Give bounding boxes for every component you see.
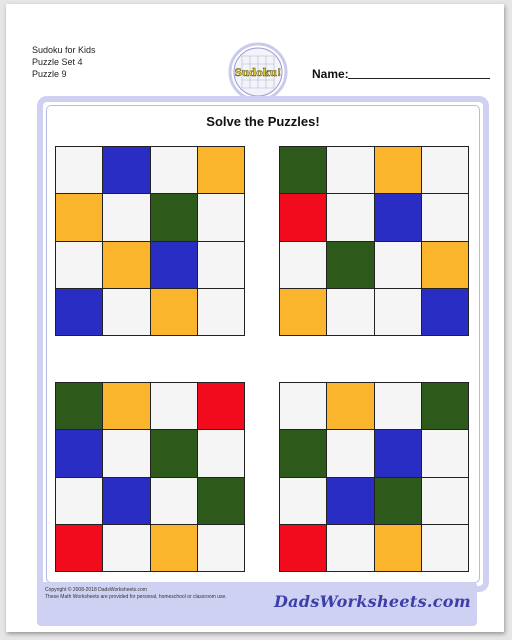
frame-title: Solve the Puzzles! <box>206 114 320 129</box>
grid-cell[interactable] <box>280 289 326 335</box>
grid-cell[interactable] <box>56 147 102 193</box>
grid-cell[interactable] <box>327 289 373 335</box>
grid-cell[interactable] <box>103 430 149 476</box>
worksheet-title: Sudoku for Kids <box>32 45 96 55</box>
worksheet-info <box>32 44 96 80</box>
grid-cell[interactable] <box>375 430 421 476</box>
grid-cell[interactable] <box>280 147 326 193</box>
grid-cell[interactable] <box>280 430 326 476</box>
worksheet-page <box>6 4 504 632</box>
grid-cell[interactable] <box>422 147 468 193</box>
grid-cell[interactable] <box>56 525 102 571</box>
sudoku-logo-icon <box>228 42 288 102</box>
grid-cell[interactable] <box>375 194 421 240</box>
grid-cell[interactable] <box>198 289 244 335</box>
grid-cell[interactable] <box>103 194 149 240</box>
grid-cell[interactable] <box>422 383 468 429</box>
grid-cell[interactable] <box>327 242 373 288</box>
grid-cell[interactable] <box>151 525 197 571</box>
grid-cell[interactable] <box>103 289 149 335</box>
puzzle-grid-3 <box>55 382 245 572</box>
grid-cell[interactable] <box>151 194 197 240</box>
grid-cell[interactable] <box>198 525 244 571</box>
grid-cell[interactable] <box>327 525 373 571</box>
grid-cell[interactable] <box>151 242 197 288</box>
grid-cell[interactable] <box>327 383 373 429</box>
puzzle-set-label: Puzzle Set 4 <box>32 57 83 67</box>
puzzle-number-label: Puzzle 9 <box>32 69 67 79</box>
grid-cell[interactable] <box>151 147 197 193</box>
grid-cell[interactable] <box>103 147 149 193</box>
grid-cell[interactable] <box>56 242 102 288</box>
grid-cell[interactable] <box>151 289 197 335</box>
grid-cell[interactable] <box>198 194 244 240</box>
logo-text: Sudoku! <box>234 68 282 79</box>
grid-cell[interactable] <box>422 430 468 476</box>
puzzle-grid-4 <box>279 382 469 572</box>
grid-cell[interactable] <box>422 289 468 335</box>
grid-cell[interactable] <box>280 478 326 524</box>
grid-cell[interactable] <box>375 383 421 429</box>
grid-cell[interactable] <box>280 525 326 571</box>
grid-cell[interactable] <box>151 478 197 524</box>
footer-copyright <box>45 587 227 601</box>
grid-cell[interactable] <box>327 194 373 240</box>
grid-cell[interactable] <box>56 194 102 240</box>
grid-cell[interactable] <box>280 383 326 429</box>
grid-cell[interactable] <box>375 147 421 193</box>
grid-cell[interactable] <box>56 478 102 524</box>
grid-cell[interactable] <box>56 289 102 335</box>
grid-cell[interactable] <box>375 289 421 335</box>
grid-cell[interactable] <box>103 242 149 288</box>
grid-cell[interactable] <box>280 242 326 288</box>
puzzle-frame <box>37 96 489 592</box>
grid-cell[interactable] <box>56 430 102 476</box>
grid-cell[interactable] <box>375 242 421 288</box>
grid-cell[interactable] <box>198 147 244 193</box>
grid-cell[interactable] <box>151 430 197 476</box>
grid-cell[interactable] <box>198 242 244 288</box>
name-label: Name: <box>312 67 349 81</box>
grid-cell[interactable] <box>56 383 102 429</box>
copyright-text: Copyright © 2008-2018 DadsWorksheets.com <box>45 587 147 593</box>
grid-cell[interactable] <box>375 525 421 571</box>
grid-cell[interactable] <box>422 242 468 288</box>
footer <box>37 582 477 626</box>
grid-cell[interactable] <box>103 383 149 429</box>
puzzle-grid-2 <box>279 146 469 336</box>
grid-cell[interactable] <box>422 194 468 240</box>
grid-cell[interactable] <box>198 383 244 429</box>
grid-cell[interactable] <box>280 194 326 240</box>
name-line[interactable] <box>348 78 490 79</box>
grid-cell[interactable] <box>422 478 468 524</box>
grid-cell[interactable] <box>327 478 373 524</box>
grid-cell[interactable] <box>327 430 373 476</box>
grid-cell[interactable] <box>375 478 421 524</box>
grid-cell[interactable] <box>198 430 244 476</box>
grid-cell[interactable] <box>198 478 244 524</box>
usage-notice: These Math Worksheets are provided for personal, homeschool or classroom use. <box>45 594 227 600</box>
brand-logo: DadsWorksheets.com <box>273 592 471 611</box>
grid-cell[interactable] <box>422 525 468 571</box>
grid-cell[interactable] <box>103 525 149 571</box>
puzzle-grid-1 <box>55 146 245 336</box>
grid-cell[interactable] <box>103 478 149 524</box>
grid-cell[interactable] <box>151 383 197 429</box>
grid-cell[interactable] <box>327 147 373 193</box>
